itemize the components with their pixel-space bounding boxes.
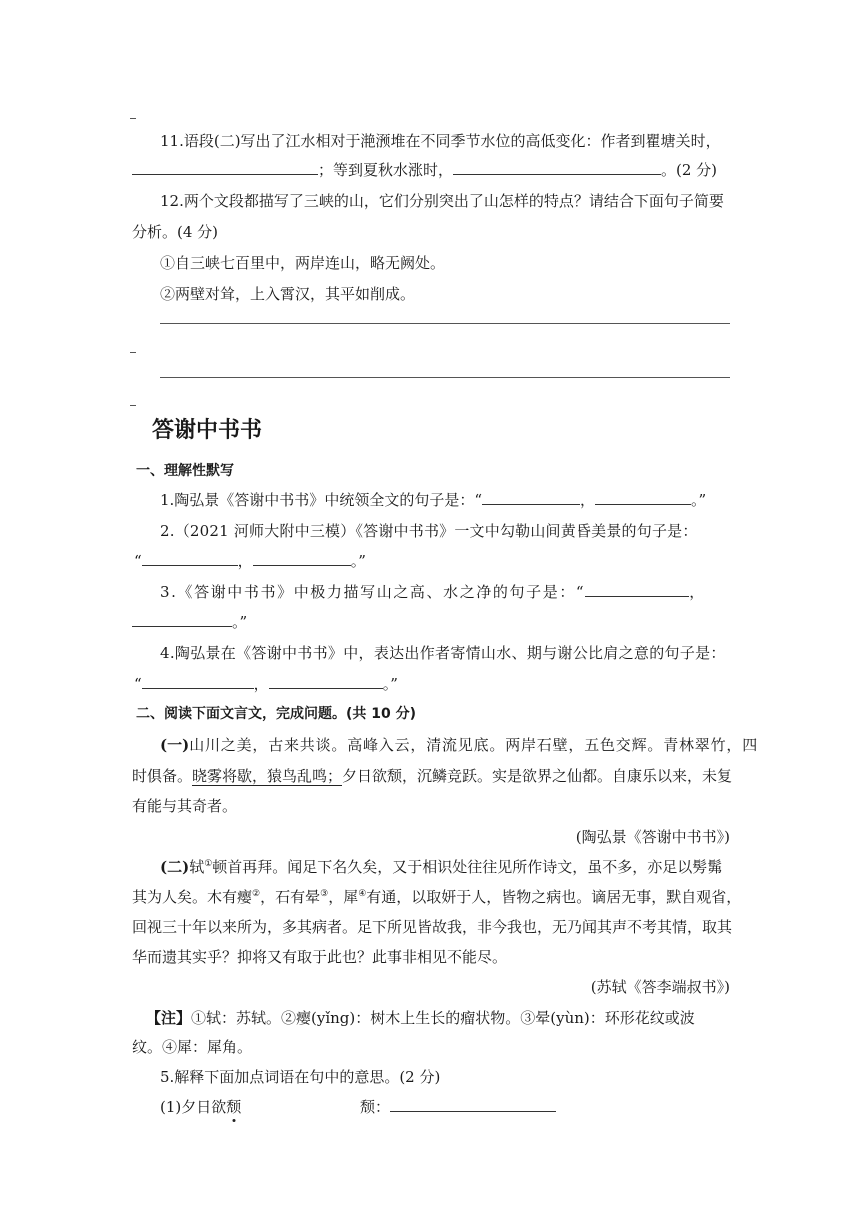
q2-end: 。” — [350, 552, 366, 570]
passage-2-line-3 — [132, 917, 732, 937]
passage-2-text-1b: 顿首再拜。闻足下名久矣，又于相识处往往见所作诗文，虽不多，亦足以髣髴 — [212, 858, 723, 876]
q12-sentence-2 — [160, 284, 415, 304]
q11-line-1 — [160, 131, 721, 151]
q12-line-1 — [160, 191, 724, 211]
note-line-1 — [146, 1008, 695, 1028]
q1-text: 1.陶弘景《答谢中书书》中统领全文的句子是：“ — [160, 491, 482, 509]
q5-line — [160, 1067, 440, 1087]
q4-text: 4.陶弘景在《答谢中书书》中，表达出作者寄情山水、期与谢公比肩之意的句子是： — [160, 644, 726, 662]
q12-line-2 — [132, 222, 218, 242]
q1-line — [160, 490, 706, 510]
q5-item-1-dotted-char: 颓 — [226, 1098, 242, 1116]
passage-1-label: (一) — [160, 736, 190, 754]
q2-line-2 — [134, 551, 366, 571]
q2-open-quote: “ — [134, 552, 142, 570]
q5-item-1-answer — [360, 1097, 556, 1117]
section-title: 答谢中书书 — [152, 418, 263, 443]
margin-dash — [130, 352, 136, 353]
passage-2-text-2b: ，石有晕 — [260, 888, 321, 906]
passage-2-line-2 — [132, 887, 741, 907]
passage-2-source — [591, 977, 730, 997]
footnote-marker-2: ② — [252, 889, 261, 899]
footnote-marker-4: ④ — [358, 889, 367, 899]
q2-text: 2.（2021 河师大附中三模）《答谢中书书》一文中勾勒山间黄昏美景的句子是： — [160, 522, 698, 540]
q4-line-1 — [160, 643, 726, 663]
note-line-2 — [132, 1037, 252, 1057]
q1-blank-1[interactable] — [482, 490, 580, 505]
section-2-heading — [136, 704, 416, 724]
passage-2-text-2a: 其为人矣。木有瘿 — [132, 888, 253, 906]
q4-end: 。” — [382, 675, 398, 693]
section-1-heading — [136, 461, 234, 481]
q2-blank-1[interactable] — [142, 551, 238, 566]
passage-1-underlined: 晓雾将歇，猿鸟乱鸣； — [192, 767, 343, 785]
passage-2-source-text: (苏轼《答李端叔书》) — [590, 978, 730, 996]
q3-blank-2[interactable] — [132, 612, 232, 627]
q12-sentence-2-text: ②两壁对耸，上入霄汉，其平如削成。 — [160, 285, 416, 303]
q3-line-1 — [160, 582, 704, 602]
passage-2-text-1a: 轼 — [189, 858, 205, 876]
q12-sentence-1 — [160, 253, 445, 273]
passage-1-text-3: 有能与其奇者。 — [132, 797, 238, 815]
note-label: 【注】 — [146, 1009, 192, 1027]
passage-1-text-1: 山川之美，古来共谈。高峰入云，清流见底。两岸石壁，五色交辉。青林翠竹，四 — [189, 736, 759, 754]
margin-dash — [130, 405, 136, 406]
passage-2-text-4: 华而遗其实乎？抑将又有取于此也？此事非相见不能尽。 — [132, 948, 508, 966]
q4-comma: ， — [253, 675, 269, 693]
passage-1-source — [576, 827, 730, 847]
q11-blank-1[interactable] — [132, 160, 318, 175]
q3-blank-1[interactable] — [585, 582, 689, 597]
section-1-heading-text: 一、理解性默写 — [136, 463, 234, 479]
q4-blank-1[interactable] — [142, 674, 254, 689]
q5-item-1-blank[interactable] — [390, 1097, 556, 1112]
answer-line-2[interactable] — [160, 377, 730, 378]
q3-end: 。” — [232, 613, 248, 631]
q5-item-1 — [160, 1097, 241, 1117]
q1-comma: ， — [579, 491, 595, 509]
passage-1-source-text: (陶弘景《答谢中书书》) — [575, 828, 730, 846]
q4-blank-2[interactable] — [269, 674, 383, 689]
q2-line-1 — [160, 521, 698, 541]
q11-line-2 — [132, 160, 717, 180]
q1-end: 。” — [691, 491, 707, 509]
passage-1-line-3 — [132, 796, 237, 816]
q11-sep: ；等到夏秋水涨时， — [318, 161, 454, 179]
q3-line-2 — [132, 612, 247, 632]
margin-dash — [130, 118, 136, 119]
q1-blank-2[interactable] — [595, 490, 691, 505]
passage-1-text-2a: 时俱备。 — [132, 767, 193, 785]
q4-open-quote: “ — [134, 675, 142, 693]
passage-2-text-3: 回视三十年以来所为，多其病者。足下所见皆故我，非今我也，无乃闻其声不考其情，取其 — [132, 918, 733, 936]
q12-text-1: 12.两个文段都描写了三峡的山，它们分别突出了山怎样的特点？请结合下面句子简要 — [160, 192, 724, 210]
note-text-2: 纹。④犀：犀角。 — [132, 1038, 253, 1056]
section-2-heading-text: 二、阅读下面文言文，完成问题。(共 10 分) — [136, 706, 417, 722]
passage-2-label: (二) — [160, 858, 190, 876]
q12-text-2: 分析。(4 分) — [132, 223, 219, 241]
passage-2-line-4 — [132, 947, 507, 967]
q11-end: 。(2 分) — [661, 161, 718, 179]
passage-2-line-1 — [160, 857, 722, 877]
q4-line-2 — [134, 674, 398, 694]
q2-blank-2[interactable] — [253, 551, 351, 566]
footnote-marker-1: ① — [204, 859, 213, 869]
q11-blank-2[interactable] — [453, 160, 661, 175]
answer-line-1[interactable] — [160, 323, 730, 324]
q5-item-1-label: 颓： — [360, 1098, 391, 1116]
q3-comma: ， — [689, 583, 705, 601]
passage-1-text-2b: 夕日欲颓，沉鳞竞跃。实是欲界之仙都。自康乐以来，未复 — [342, 767, 733, 785]
q12-sentence-1-text: ①自三峡七百里中，两岸连山，略无阙处。 — [160, 254, 446, 272]
q5-text: 5.解释下面加点词语在句中的意思。(2 分) — [160, 1068, 441, 1086]
passage-1-line-2 — [132, 766, 732, 786]
q5-item-1-text: (1)夕日欲 — [160, 1098, 227, 1116]
note-text-1: ①轼：苏轼。②瘿(yǐng)：树木上生长的瘤状物。③晕(yùn)：环形花纹或波 — [191, 1009, 695, 1027]
passage-2-text-2d: 有通，以取妍于人，皆物之病也。谪居无事，默自观省， — [366, 888, 742, 906]
q11-text: 11.语段(二)写出了江水相对于滟滪堆在不同季节水位的高低变化：作者到瞿塘关时， — [160, 132, 721, 150]
q3-text: 3.《答谢中书书》中极力描写山之高、水之净的句子是：“ — [160, 583, 586, 601]
passage-1-line-1 — [160, 735, 758, 755]
footnote-marker-3: ③ — [320, 889, 329, 899]
q2-comma: ， — [237, 552, 253, 570]
passage-2-text-2c: ，犀 — [328, 888, 359, 906]
